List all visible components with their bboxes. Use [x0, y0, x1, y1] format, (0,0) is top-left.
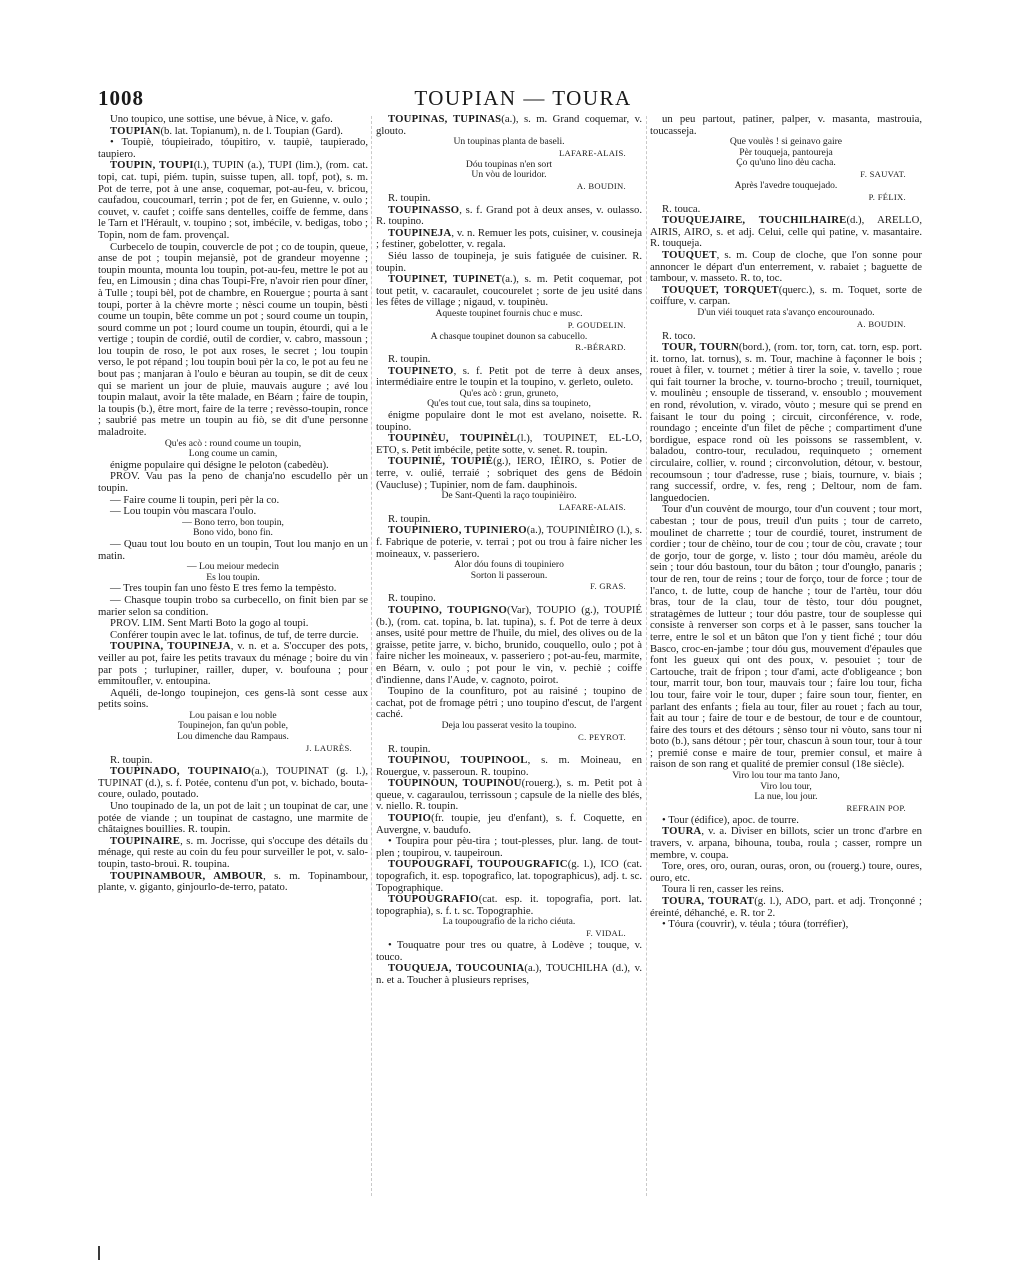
- entry-text: Tore, ores, oro, ouran, ouras, oron, ou (rouerg.) toure, oures, ouro, etc.: [650, 860, 922, 884]
- quotation-line: La nue, lou jour.: [754, 791, 818, 803]
- entry-paragraph: [376, 836, 642, 859]
- quotation-line: Viro lou tour,: [760, 780, 812, 792]
- entry-text: (a.), TOUCHILHA (d.), v. n. et a. Toucher à plusieurs reprises,: [376, 962, 642, 986]
- entry-headword: TOURA: [662, 825, 702, 838]
- entry-text: • Tóura (couvrir), v. téula ; tóura (torréfier),: [662, 918, 849, 931]
- quotation-author: A. BOUDIN.: [856, 318, 906, 329]
- column-body: [650, 114, 922, 1204]
- entry-headword: TOUQUEJAIRE, TOUCHILHAIRE: [662, 214, 847, 227]
- entry-text: (l.), TUPIN (a.), TUPI (lim.), (rom. cat. topi, cat. tupi, piém. tupin, suisse tupen, all. topf, pot), s. m. Pot de terre, pot à une anse, coquemar, pot-au-feu, v. bricou, caufadou, coucoumarl, terrin ; pot de fer, en Guienne, v. oulo ; couvet, v. caufet ; coiffe sans dentelles, coiffe de femme, dans le Tarn et l'Hérault, v. toupino ; sot, imbécile, v. bedigas, tobo ; Topin, nom de fam. provençal.: [98, 159, 368, 241]
- entry-text: énigme populaire dont le mot est avelano, noisette. R. toupino.: [376, 409, 642, 433]
- entry-text: — Quau tout lou bouto en un toupin, Tout lou manjo en un matin.: [98, 537, 368, 562]
- dictionary-entry: [376, 274, 642, 309]
- quotation-line: Un toupinas planta de baseli.: [453, 136, 565, 148]
- entry-headword: TOUPINETO: [388, 364, 454, 377]
- entry-headword: TOUPINADO, TOUPINAIO: [110, 765, 252, 778]
- quotation-line: Bono vido, bono fin.: [193, 527, 273, 539]
- entry-text: Tour d'un couvènt de mourgo, tour d'un couvent ; tour mort, cabestan ; tour de pous, treuil d'un puits ; tour de carreto, moulinet de charrette ; tour de courdié, touret, instrument de cordier ; tour de chèino, tour de cou ; tour de còu, cravate ; tour de gorjo, tour de gorge, v. listo ; tour dóu mamèu, aréole du sein ; tour dóu bastoun, tour du bâton ; tour d'oungło, panaris ; tour de ren, tour de reins ; tour de forço, tour de force ; tour de l'anco, t. de lutte, coup de hanche ; tour de l'artèu, tour dóu bras, tour de la clau, tour de tèsto, tour dóu pougnet, stratagèmes de lutteur ; tour dóu pastre, tour de souplesse qui consiste à renverser son corps et à le passer, sans toucher la terre, entre le sol et un bâton que l'on y tient fiché ; tour dóu Basco, croc-en-jambe ; tour dóu gus, mouvement d'épaules que font les gueux qui ont des poux, v. pesouiet ; tour de Cartouche, trait de fripon ; tour d'ami, acte d'obligeance ; bon tour, marrit tour, bon tour, mauvais tour ; faire lou tour, ficha lou tour, faire voir le tour, duper ; faire soun tour, fienter, en parlant des enfants ; fiela au tour, filer au rouet ; fach au tour, fait au tour ; faire de tour e de bestour, de tour e de countour, faire des tours et des détours ; sènso tour ni vòuto, sans tour ni boto (b.), sans détour ; pèr tour, chascun à soun tour, tour à tour ; premié conse e maire de tour, premier consul, et maire à raison de son rang et qualité de premier consul (18e siècle).: [650, 503, 922, 771]
- quotation-line: Lou dimenche dau Rampaus.: [177, 731, 289, 743]
- quotation-line: Qu'es acò : grun, gruneto,: [459, 387, 559, 399]
- entry-text: , s. m. Coup de cloche, que l'on sonne pour annoncer le départ d'un enterrement, v. rabaiet ; baguette de tambour, v. masseto. R. to, toc.: [650, 248, 922, 285]
- quotation-line: Dóu toupinas n'en sort: [465, 158, 553, 170]
- dictionary-entry: [650, 896, 922, 919]
- quotation-author: C. PEYROT.: [578, 731, 626, 742]
- entry-text: (Var), TOUPIO (g.), TOUPIÉ (b.), (rom. cat. topina, b. lat. tupina), s. f. Pot de terre à deux anses, usité pour mettre de l'huile, du miel, des olives ou de la graisse, petite jarre, v. bicho, brunido, couquello, oulo ; pot à faire nicher les moineaux, v. passeriero ; pot-au-feu, marmite, en Béarn, v. oulo ; pot pour le vin, v. pechiè ; coiffe d'indienne, dans l'Aude, v. cagnoto, poirot.: [376, 603, 642, 686]
- entry-headword: TOUPINET, TUPINET: [388, 273, 502, 286]
- quotation-author: LAFARE-ALAIS.: [559, 147, 626, 158]
- dictionary-entry: [376, 433, 642, 456]
- entry-paragraph: [98, 539, 368, 562]
- quotation-author: F. VIDAL.: [586, 928, 626, 938]
- entry-text: , s. f. Grand pot à deux anses, v. oulasso. R. toupino.: [376, 203, 642, 228]
- quotation-line: Qu'es tout cue, tout sala, dins sa toupineto,: [427, 398, 591, 410]
- entry-headword: TOUPIN, TOUPI: [110, 159, 194, 172]
- entry-headword: TOUPOUGRAFI, TOUPOUGRAFIC: [388, 858, 568, 871]
- entry-text: , v. a. Diviser en billots, scier un tronc d'arbre en travers, v. arpana, bihouna, touba, roula ; casser, rompre un membre, v. coupa.: [650, 825, 922, 861]
- entry-text: , s. m. Moineau, en Rouergue, v. passeroun. R. toupino.: [376, 754, 642, 778]
- entry-paragraph: [98, 471, 368, 494]
- quotation-line: Es lou toupin.: [206, 571, 260, 583]
- dictionary-entry: [376, 456, 642, 491]
- dictionary-entry: [376, 114, 642, 137]
- entry-headword: TOUPINAS, TUPINAS: [388, 114, 502, 125]
- entry-text: , v. n. Remuer les pots, cuisiner, v. cousineja ; festiner, gobelotter, v. regala.: [376, 226, 642, 251]
- entry-text: • Tour (édifice), apoc. de tourre.: [662, 813, 799, 826]
- dictionary-entry: [650, 285, 922, 308]
- quotation-author: LAFARE-ALAIS.: [559, 501, 626, 512]
- entry-text: (a.), s. m. Grand coquemar, v. glouto.: [376, 114, 642, 137]
- entry-text: R. toupin.: [388, 512, 431, 525]
- entry-text: • Toupira pour pèu-tira ; tout-plesses, plur. lang. de tout-plen ; toupirou, v. taupeiroun.: [376, 835, 642, 859]
- entry-headword: TOUPINÈU, TOUPINÈL: [388, 432, 518, 445]
- entry-paragraph: [98, 137, 368, 160]
- dictionary-entry: [376, 813, 642, 836]
- dictionary-entry: [98, 160, 368, 241]
- quotation-line: Viro lou tour ma tanto Jano,: [732, 770, 840, 782]
- dictionary-entry: [376, 228, 642, 251]
- entry-text: (cat. esp. it. topografia, port. lat. topographia), s. f. t. sc. Topographie.: [376, 893, 642, 917]
- entry-headword: TOUPOUGRAFIO: [388, 893, 479, 906]
- quotation-line: Après l'avedre touquejado.: [734, 179, 838, 191]
- quotation-line: Lou paisan e lou noble: [189, 709, 277, 721]
- entry-text: — Lou toupin vòu mascara l'oulo.: [110, 505, 257, 518]
- column-body: [376, 114, 642, 1204]
- entry-headword: TOUPINIÉ, TOUPIÈ: [388, 455, 494, 468]
- entry-headword: TOUQUEJA, TOUCOUNIA: [388, 962, 525, 975]
- entry-text: (g. l.), ADO, part. et adj. Tronçonné ; éreinté, déhanché, e. R. tor 2.: [650, 895, 922, 919]
- entry-headword: TOURA, TOURAT: [662, 895, 755, 907]
- dictionary-entry: [376, 525, 642, 560]
- text-column-2: [376, 114, 642, 1204]
- entry-text: (a.), TOUPINIÈIRO (l.), s. f. Fabrique de poterie, v. terrai ; pot ou trou à faire nicher les moineaux, v. passeriero.: [376, 524, 642, 560]
- dictionary-entry: [98, 766, 368, 801]
- text-column-1: [98, 114, 368, 1204]
- quotation-line: A chasque toupinet dounon sa cabucello.: [430, 330, 588, 342]
- entry-paragraph: [98, 801, 368, 836]
- quotation-line: Alor dóu founs di toupiniero: [454, 559, 564, 571]
- entry-text: Aquéli, de-longo toupinejon, ces gens-là sont cesse aux petits soins.: [98, 686, 368, 711]
- entry-text: R. toupin.: [110, 753, 153, 766]
- quotation-author: F. GRAS.: [590, 581, 626, 592]
- entry-text: (b. lat. Topianum), n. de l. Toupian (Gard).: [160, 124, 343, 137]
- entry-text: (l.), TOUPINET, EL-LO, ETO, s. Petit imbécile, petite sotte, v. senet. R. toupin.: [376, 432, 642, 456]
- dictionary-entry: [376, 755, 642, 778]
- entry-text: • Toupiè, tóupieirado, tóupitiro, v. taupiè, taupierado, taupiero.: [98, 136, 368, 160]
- entry-paragraph: [98, 595, 368, 618]
- page-title: TOUPIAN — TOURA: [414, 86, 632, 110]
- entry-headword: TOUQUET: [662, 248, 717, 261]
- entry-text: Toura li ren, casser les reins.: [662, 883, 784, 896]
- dictionary-entry: [650, 250, 922, 285]
- entry-paragraph: [376, 410, 642, 433]
- entry-headword: TOUPINA, TOUPINEJA: [110, 640, 231, 653]
- entry-text: • Touquatre pour tres ou quatre, à Lodève ; touque, v. touco.: [376, 939, 642, 963]
- dictionary-entry: [376, 963, 642, 986]
- entry-text: , s. m. Topinambour, plante, v. giganto, ginjourlo-de-terro, patato.: [98, 869, 368, 894]
- page-header: [98, 86, 948, 112]
- entry-headword: TOUPIAN: [110, 124, 161, 137]
- entry-text: (bord.), (rom. tor, torn, cat. torn, esp. port. it. torno, lat. tornus), s. m. Tour, machine à façonner le bois ; rouet à filer, v. tournet ; métier à tirer la soie, v. tavello ; roue qui fait tourner la broche, v. tourno-brocho ; treuil, tourniquet, v. moulinèu ; ensouple de tisserand, v. ensoublo ; mouvement en rond, révolution, v. virado, vòuto ; mesure qui se prend en faisant le tour du poing ; circuit, circonférence, v. rode, roundago ; enceinte d'un filet de pêche ; compartiment d'une bordigue, espace rond où les poissons se rassemblent, v. baladou, contro-tour, reculadou, requinqueto ; ornement circulaire, collier, v. round ; circonvolution, détour, v. bestour, recoumsoun ; tour d'adresse, ruse ; biais, tournure, v. biais ; rang successif, ordre, v. fes, reng ; Deltour, nom de fam. languedocien.: [650, 341, 922, 504]
- column-divider: [646, 116, 647, 1196]
- entry-paragraph: [650, 919, 922, 931]
- quotation-author: A. BOUDIN.: [576, 180, 626, 191]
- column-body: [98, 114, 368, 1204]
- entry-text: PROV. Vau pas la peno de chanja'no escudello pèr un toupin.: [98, 470, 368, 494]
- dictionary-entry: [98, 836, 368, 871]
- entry-text: — Tres toupin fan uno fèsto E tres femo la tempèsto.: [110, 582, 337, 595]
- dictionary-entry: [650, 215, 922, 250]
- entry-text: Toupino de la counfituro, pot au raisiné ; toupino de cachat, pot de fromage pétri ; uno toupino d'escut, de l'argent caché.: [376, 685, 642, 721]
- entry-text: R. toco.: [662, 329, 696, 342]
- entry-headword: TOUPINAIRE: [110, 834, 181, 847]
- dictionary-entry: [376, 366, 642, 389]
- entry-headword: TOUPINAMBOUR, AMBOUR: [110, 869, 264, 882]
- entry-text: énigme populaire qui désigne le peloton (cabedèu).: [110, 458, 329, 471]
- entry-headword: TOUPINIERO, TUPINIERO: [388, 524, 527, 537]
- entry-text: Siéu lasso de toupineja, je suis fatiguée de cuisiner. R. toupin.: [376, 249, 642, 274]
- entry-text: Uno toupinado de la, un pot de lait ; un toupinat de car, une potée de viande ; un toupinat de castagno, une marmite de châtaignes bouillies. R. toupin.: [98, 800, 368, 836]
- entry-text: PROV. LIM. Sent Marti Boto la gogo al toupi.: [110, 617, 309, 630]
- quotation-line: Long coume un camin,: [188, 448, 278, 460]
- dictionary-entry: [376, 859, 642, 894]
- entry-headword: TOUPINO, TOUPIGNO: [388, 603, 507, 616]
- margin-mark: [98, 1246, 100, 1260]
- entry-paragraph: [98, 688, 368, 711]
- entry-text: — Chasque toupin trobo sa curbecello, on finit bien par se marier selon sa condition.: [98, 593, 368, 618]
- entry-paragraph: [376, 686, 642, 721]
- page-number: 1008: [98, 86, 144, 110]
- dictionary-entry: [376, 894, 642, 917]
- entry-headword: TOUQUET, TORQUET: [662, 283, 779, 296]
- dictionary-entry: [650, 826, 922, 861]
- quotation-line: Toupinejon, fan qu'un poble,: [177, 720, 289, 732]
- entry-text: R. toupino.: [388, 592, 436, 605]
- entry-text: — Faire coume li toupin, peri pèr la co.: [110, 493, 280, 506]
- entry-text: (d.), ARELLO, AIRIS, AIRO, s. et adj. Celui, celle qui patine, v. masantaire. R. touqueja.: [650, 214, 922, 250]
- entry-text: Curbecelo de toupin, couvercle de pot ; co de toupin, queue, anse de pot ; toupin mejansiè, pot de grandeur moyenne ; toupin mounta, mounta lou toupin, pot-au-feu, mettre le pot au feu, en Limousin ; dina chas Toupi-Fre, n'avoir rien pour dîner, à Tulle ; toupi bèl, pot de chambre, en Rouergue ; pourta à sant toupi, porter à la chèvre morte ; nèsci coume un toupin, bèsti coume un toupin, bête comme un pot ; sourd coume un toupin, sourd comme un pot ; lourd coume un toupin, étourdi, qui a le vertige ; toupin de cordié, outil de cordier, v. cabro, massoun ; lou toupin de roso, le pot aux roses, le secret ; lou toupin verso, le pot répand ; lou toupin bouì pèr la co, le pot au feu ne bout pas ; manjaran à l'oulo e bèuran au toupin, se dit de ceux qui se marient un jour de pluie, mauvais augure ; avé lou toupin malaut, avoir la tête malade, en Béarn ; faire de toupin, la toupis (b.), être mort, faire de la terre ; revèsso-toupin, ronce ; saubrié pas metre un toupin au fiò, se dit d'une personne maladroite.: [98, 240, 368, 439]
- dictionary-entry: [376, 605, 642, 686]
- entry-text: (g. l.), ICO (cat. topografich, it. esp. topografico, lat. topographicus), adj. t. sc. Topographique.: [376, 858, 642, 894]
- quotation-line: Pèr touqueja, pantoureja: [739, 146, 833, 158]
- dictionary-entry: [376, 205, 642, 228]
- entry-text: Uno toupico, une sottise, une bévue, à Nice, v. gafo.: [110, 114, 333, 125]
- dictionary-entry: [650, 342, 922, 504]
- entry-headword: TOUPINOUN, TOUPINOU: [388, 777, 522, 790]
- entry-paragraph: [650, 504, 922, 771]
- quotation-line: Qu'es acò : round coume un toupin,: [164, 437, 302, 449]
- quotation-author: F. SAUVAT.: [860, 168, 906, 179]
- quotation-line: — Lou meiour medecin: [187, 561, 279, 573]
- entry-text: , v. n. et a. S'occuper des pots, veiller au pot, faire les petits travaux du ménage ; boire du vin par pots ; turlupiner, railler, duper, v. boufouna ; pour emmitoufler, v. entoupina.: [98, 640, 368, 688]
- quotation-author: P. GOUDELIN.: [567, 319, 626, 330]
- dictionary-entry: [98, 871, 368, 894]
- entry-text: R. toupin.: [388, 742, 431, 755]
- quotation-author: P. FÉLIX.: [868, 191, 906, 202]
- entry-paragraph: [376, 251, 642, 274]
- entry-paragraph: [376, 940, 642, 963]
- quotation-line: Aqueste toupinet fournis chuc e musc.: [435, 307, 583, 319]
- entry-text: un peu partout, patiner, palper, v. masanta, mastrouia, toucasseja.: [650, 114, 922, 137]
- entry-headword: TOUPINEJA: [388, 226, 452, 239]
- entry-text: (querc.), s. m. Toquet, sorte de coiffure, v. carpan.: [650, 283, 922, 308]
- entry-headword: TOUPINASSO: [388, 203, 460, 216]
- entry-text: R. toupin.: [388, 353, 431, 366]
- quotation-line: Un vòu de louridor.: [471, 169, 547, 181]
- entry-headword: TOUPIO: [388, 812, 432, 825]
- quotation-line: Que voulès ! si geinavo gaire: [729, 136, 843, 148]
- quotation-author: REFRAIN POP.: [846, 802, 906, 813]
- entry-headword: TOUR, TOURN: [662, 341, 739, 354]
- text-column-3: [650, 114, 922, 1204]
- entry-text: (rouerg.), s. m. Petit pot à queue, v. cagaraulou, terrissoun ; capsule de la nielle des blés, v. niello. R. toupin.: [376, 777, 642, 813]
- quotation-line: De Sant-Quentì la raço toupinièiro.: [441, 490, 577, 502]
- column-divider: [371, 116, 372, 1196]
- entry-text: R. toupin.: [388, 191, 431, 204]
- dictionary-entry: [376, 778, 642, 813]
- entry-text: Conférer toupin avec le lat. tofinus, de tuf, de terre durcie.: [110, 628, 359, 641]
- entry-paragraph: [98, 242, 368, 439]
- quotation-line: Sorton li passeroun.: [470, 569, 548, 581]
- entry-text: , s. m. Jocrisse, qui s'occupe des détails du ménage, qui reste au coin du feu pour surveiller le pot, v. salo-toupin, tasto-brouì. R. toupina.: [98, 834, 368, 870]
- entry-headword: TOUPINOU, TOUPINOOL: [388, 754, 528, 767]
- dictionary-entry: [98, 641, 368, 687]
- quotation-author: J. LAURÈS.: [305, 742, 352, 753]
- quotation-line: Deja lou passerat vesito la toupino.: [441, 719, 577, 731]
- quotation-line: D'un viéi touquet rata s'avanço encourounado.: [697, 306, 875, 318]
- entry-paragraph: [650, 114, 922, 137]
- quotation-line: — Bono terro, bon toupin,: [182, 516, 284, 528]
- quotation-line: La toupougrafio de la richo ciéuta.: [442, 916, 576, 928]
- entry-text: (a.), s. m. Petit coquemar, pot tout petit, v. cacaraulet, coucourelet ; sorte de jeu usité dans les fêtes de village ; nigaud, v. toupinèu.: [376, 273, 642, 309]
- quotation-author: R.-BÉRARD.: [575, 342, 626, 353]
- entry-paragraph: [650, 861, 922, 884]
- entry-text: (g.), IERO, IÈIRO, s. Potier de terre, v. oulié, terraié ; sobriquet des gens de Bédoin (Vaucluse) ; Tupinier, nom de fam. dauphinois.: [376, 455, 642, 491]
- entry-text: (fr. toupie, jeu d'enfant), s. f. Coquette, en Auvergne, v. baudufo.: [376, 812, 642, 836]
- entry-text: , s. f. Petit pot de terre à deux anses, intermédiaire entre le toupin et la toupino, v. gerleto, ouleto.: [376, 364, 642, 389]
- quotation-line: Ço qu'uno lino dèu cacha.: [736, 157, 836, 169]
- entry-text: R. touca.: [662, 202, 701, 215]
- entry-text: (a.), TOUPINAT (g. l.), TUPINAT (d.), s. f. Potée, contenu d'un pot, v. bichado, bouta-coure, oulado, poutado.: [98, 765, 368, 801]
